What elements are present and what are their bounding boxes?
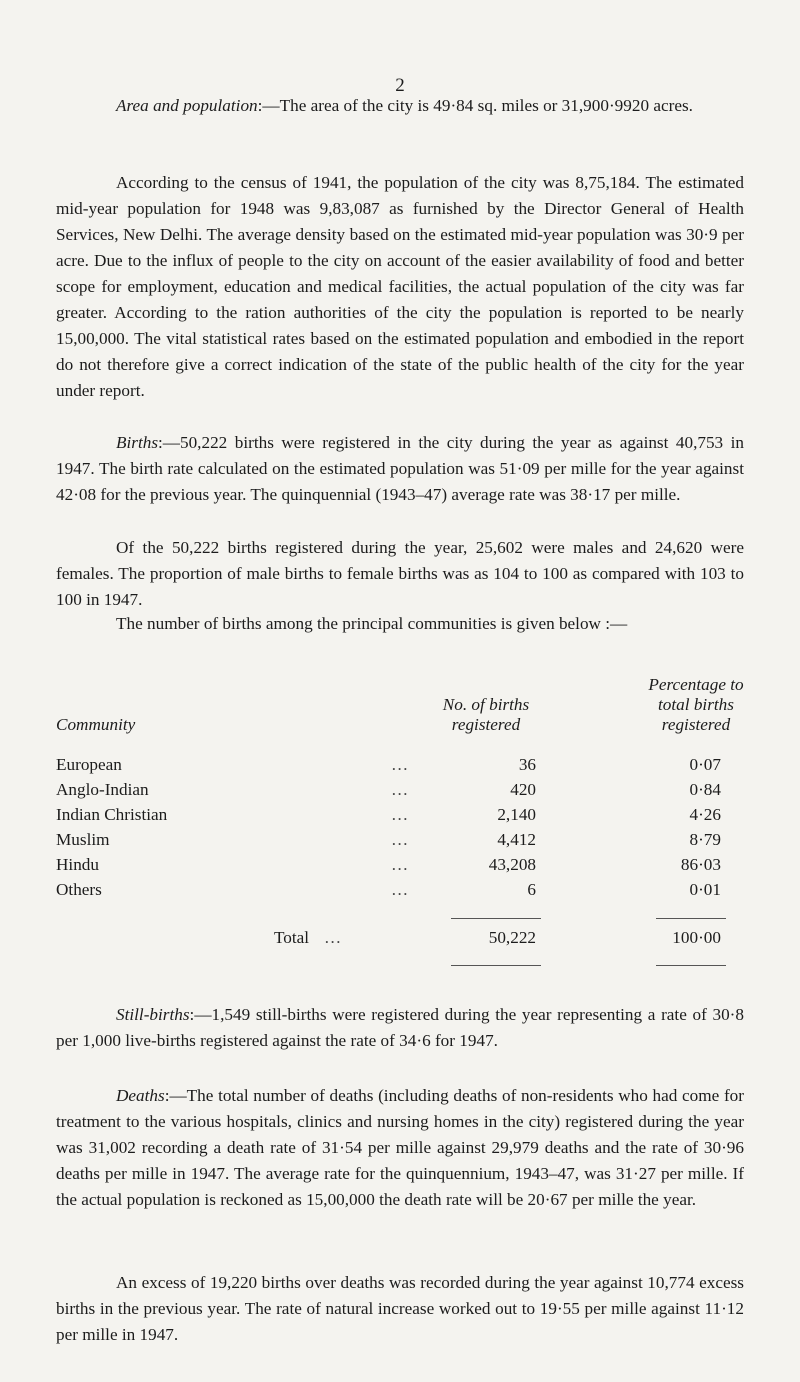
births-percent: 8·79	[689, 830, 721, 849]
communities-intro: The number of births among the principal communities is given below :—	[116, 614, 628, 633]
births-percent: 0·07	[689, 755, 721, 774]
births-count: 420	[510, 780, 536, 799]
births-count: 36	[518, 755, 536, 774]
still-births-heading: Still-births	[116, 1005, 190, 1024]
community-name: Others	[56, 880, 102, 899]
header-births-line2: registered	[451, 715, 521, 734]
natural-increase-paragraph: An excess of 19,220 births over deaths was recorded during the year against 10,774 excess births in the previous year. The rate of natural increase worked out to 19·55 per mille against 11·12 per mille in 1947.	[56, 1273, 744, 1344]
total-label: Total	[274, 928, 310, 947]
table-total-row	[56, 928, 756, 950]
table-row	[56, 805, 756, 827]
births-count: 2,140	[497, 805, 536, 824]
births-percent: 4·26	[689, 805, 721, 824]
sex-ratio-paragraph: Of the 50,222 births registered during the year, 25,602 were males and 24,620 were females. The proportion of male births to female births was as 104 to 100 as compared with 103 to 100 in 1947.	[56, 538, 744, 609]
header-pct-line1: Percentage to	[648, 675, 744, 694]
deaths-heading: Deaths	[116, 1086, 165, 1105]
total-percent: 100·00	[672, 928, 721, 947]
header-births-line1: No. of births	[442, 695, 530, 714]
leader-dots: …	[324, 928, 343, 947]
table-row	[56, 755, 756, 777]
community-name: Muslim	[56, 830, 110, 849]
table-row	[56, 855, 756, 877]
table-body	[56, 755, 756, 947]
community-name: European	[56, 755, 122, 774]
leader-dots: …	[391, 755, 410, 774]
header-pct-line2: total births	[658, 695, 734, 714]
still-births-text: :—1,549 still-births were registered during the year representing a rate of 30·8 per 1,000 live-births registered against the rate of 34·6 for 1947.	[56, 1005, 744, 1050]
deaths-paragraph	[56, 1083, 744, 1213]
table-row	[56, 780, 756, 802]
leader-dots: …	[391, 855, 410, 874]
births-text: :—50,222 births were registered in the city during the year as against 40,753 in 1947. The birth rate calculated on the estimated population was 51·09 per mille for the year against 42·08 for the previous year. The quinquennial (1943–47) average rate was 38·17 per mille.	[56, 433, 744, 504]
leader-dots: …	[391, 805, 410, 824]
leader-dots: …	[391, 830, 410, 849]
births-percent: 0·84	[689, 780, 721, 799]
area-population-heading: Area and population	[116, 96, 258, 115]
total-rule-bottom-percent	[656, 965, 726, 966]
deaths-text: :—The total number of deaths (including deaths of non-residents who had come for treatment to the various hospitals, clinics and nursing homes in the city) registered during the year was 31,002 recording a death rate of 31·54 per mille against 29,979 deaths and the rate of 30·96 deaths per mille in 1947. The average rate for the quinquennium, 1943–47, was 31·27 per mille. If the actual population is reckoned as 15,00,000 the death rate will be 20·67 per mille the year.	[56, 1086, 744, 1209]
table-row	[56, 880, 756, 902]
table-row	[56, 830, 756, 852]
total-rule-bottom-births	[451, 965, 541, 966]
births-count: 43,208	[488, 855, 536, 874]
census-paragraph: According to the census of 1941, the population of the city was 8,75,184. The estimated mid-year population for 1948 was 9,83,087 as furnished by the Director General of Health Services, New Delhi. The average density based on the estimated mid-year population was 30·9 per acre. Due to the influx of people to the city on account of the easier availability of food and better scope for employment, education and medical facilities, the actual population of the city was far greater. According to the ration authorities of the city the population is reported to be nearly 15,00,000. The vital statistical rates based on the estimated population and embodied in the report do not therefore give a correct indication of the state of the public health of the city for the year under report.	[56, 173, 744, 400]
page-number: 2	[395, 75, 405, 96]
community-name: Hindu	[56, 855, 99, 874]
births-heading: Births	[116, 433, 159, 452]
total-rule-top-percent	[656, 918, 726, 919]
area-population-text: :—The area of the city is 49·84 sq. miles or 31,900·9920 acres.	[257, 96, 693, 115]
births-paragraph	[56, 430, 744, 508]
births-count: 6	[527, 880, 536, 899]
births-percent: 86·03	[680, 855, 721, 874]
community-name: Indian Christian	[56, 805, 168, 824]
births-percent: 0·01	[689, 880, 721, 899]
leader-dots: …	[391, 880, 410, 899]
area-population-paragraph	[56, 93, 744, 119]
births-count: 4,412	[497, 830, 536, 849]
leader-dots: …	[391, 780, 410, 799]
community-name: Anglo-Indian	[56, 780, 149, 799]
header-community: Community	[56, 715, 136, 734]
still-births-paragraph	[56, 1002, 744, 1054]
total-births: 50,222	[488, 928, 536, 947]
header-pct-line3: registered	[661, 715, 731, 734]
total-rule-top-births	[451, 918, 541, 919]
